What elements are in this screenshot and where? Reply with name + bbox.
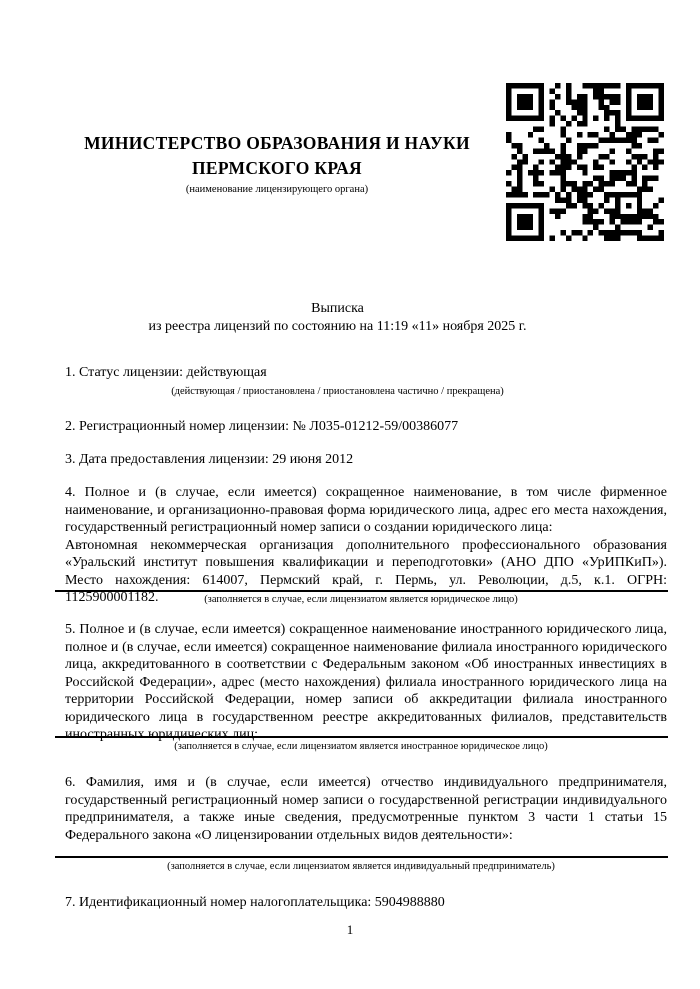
section-4-caption: (заполняется в случае, если лицензиатом является юридическое лицо) [204, 594, 518, 605]
section-5-separator [55, 736, 668, 738]
licensing-authority-caption: (наименование лицензирующего органа) [185, 184, 369, 195]
ministry-name-line2: ПЕРМСКОГО КРАЯ [192, 158, 362, 178]
section-6-caption: (заполняется в случае, если лицензиатом является индивидуальный предприниматель) [167, 861, 555, 872]
section-5-caption: (заполняется в случае, если лицензиатом является иностранное юридическое лицо) [174, 741, 548, 752]
ministry-name-line1: МИНИСТЕРСТВО ОБРАЗОВАНИЯ И НАУКИ [84, 133, 470, 153]
section-7-inn: 7. Идентификационный номер налогоплательщика: 5904988880 [65, 895, 445, 910]
section-1-caption: (действующая / приостановлена / приостановлена частично / прекращена) [171, 386, 504, 397]
section-4-value: Автономная некоммерческая организация дополнительного профессионального образования «Уральский институт повышения квалификации и переподготовки» (АНО ДПО «УрИПКиП»). Место нахождения: 614007, Пермский край, г. Пермь, ул. Революции, д.5, к.1. ОГРН: 1125900001182. [65, 537, 667, 605]
section-2-reg-number: 2. Регистрационный номер лицензии: № Л035-01212-59/00386077 [65, 419, 459, 434]
letterhead [65, 131, 489, 196]
qr-code [506, 83, 664, 241]
document-subtitle: из реестра лицензий по состоянию на 11:19 «11» ноября 2025 г. [148, 318, 527, 334]
qr-code-graphic [506, 83, 664, 241]
section-5-text: 5. Полное и (в случае, если имеется) сокращенное наименование иностранного юридического лица, полное и (в случае, если имеется) сокращенное наименование филиала иностранного юридического лица, аккредитованного в соответствии с Федеральным законом «Об иностранных инвестициях в Российской Федерации», адрес (место нахождения) филиала иностранного юридического лица на территории Российской Федерации, номер записи об аккредитации филиала иностранного юридического лица в государственном реестре аккредитованных филиалов, представительств иностранных юридических лиц: [65, 622, 667, 742]
section-4-text: 4. Полное и (в случае, если имеется) сокращенное наименование, в том числе фирменное наименование, и организационно-правовая форма юридического лица, адрес его места нахождения, государственный регистрационный номер записи о создании юридического лица: [65, 485, 667, 535]
section-1-status: 1. Статус лицензии: действующая [65, 365, 267, 380]
section-5-foreign-entity [65, 621, 667, 744]
section-4-separator [55, 590, 668, 592]
section-6-text: 6. Фамилия, имя и (в случае, если имеется) отчество индивидуального предпринимателя, государственный регистрационный номер записи о государственной регистрации индивидуального предпринимателя, а также иные сведения, предусмотренные пунктом 3 части 1 статьи 15 Федерального закона «О лицензировании отдельных видов деятельности»: [65, 775, 667, 843]
section-4-legal-entity [65, 484, 667, 607]
document-title: Выписка [311, 301, 364, 316]
document-title-block [55, 300, 620, 335]
section-6-entrepreneur [65, 774, 667, 844]
section-6-separator [55, 856, 668, 858]
section-3-grant-date: 3. Дата предоставления лицензии: 29 июня 2012 [65, 452, 354, 467]
page-number: 1 [346, 922, 354, 937]
